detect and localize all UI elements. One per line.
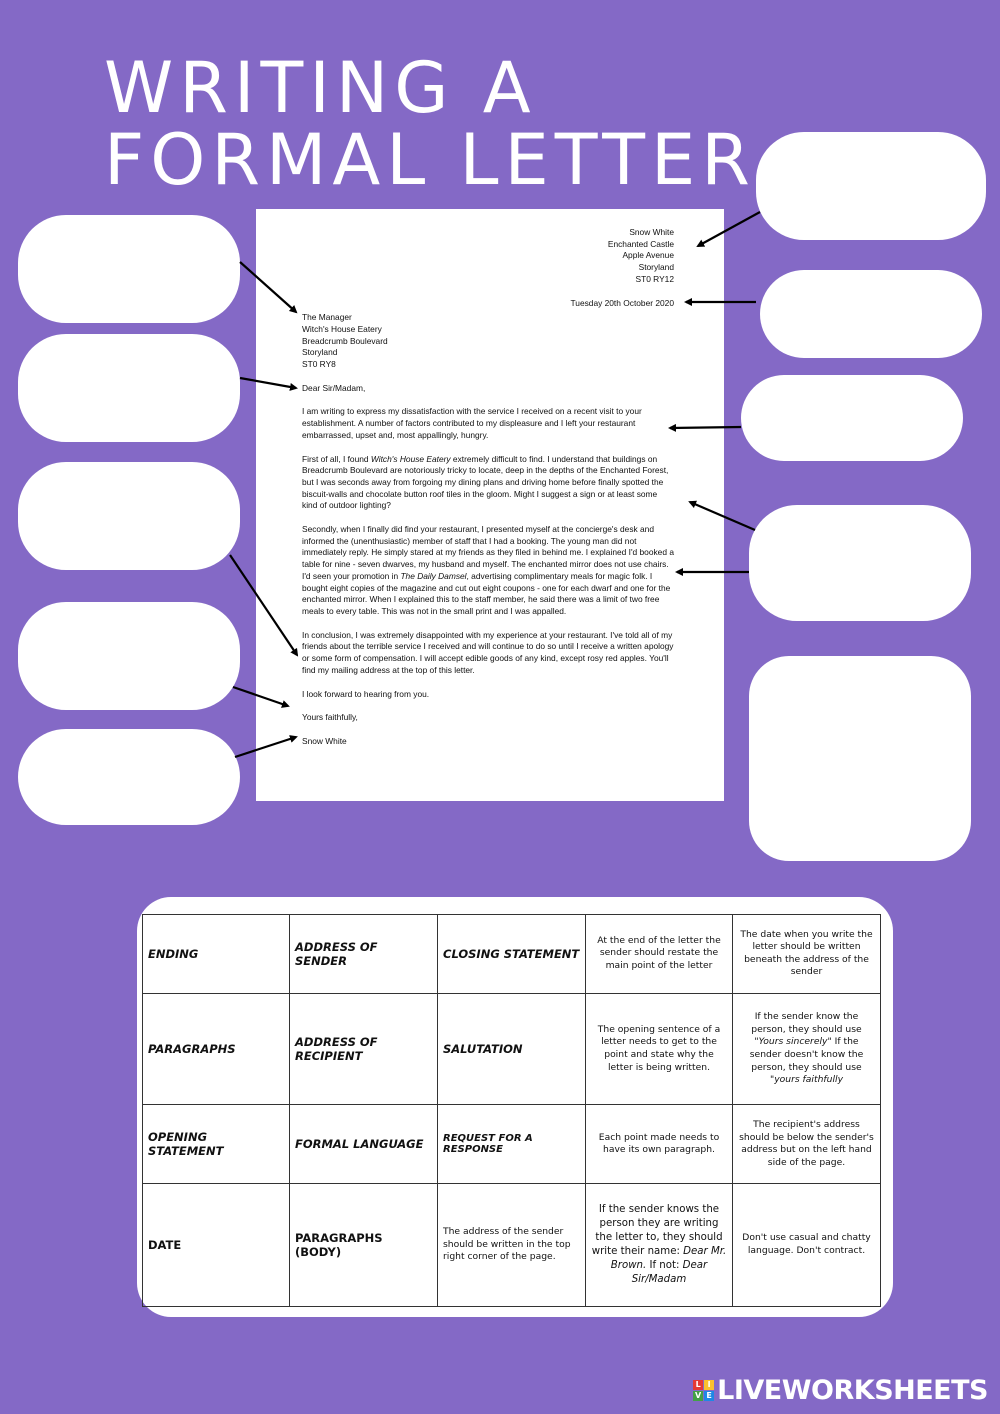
text-run: If the sender know the person, they should use <box>751 1011 862 1035</box>
example-letter <box>256 209 724 801</box>
logo-mark-icon <box>693 1380 714 1401</box>
draggable-definition[interactable]: The recipient's address should be below the sender's address but on the left hand side of the page. <box>733 1105 881 1184</box>
recipient-line: ST0 RY8 <box>302 359 336 370</box>
letter-signature: Snow White <box>302 735 347 746</box>
letter-paragraph-2 <box>302 454 674 513</box>
draggable-label[interactable]: OPENING STATEMENT <box>143 1105 290 1184</box>
recipient-line: Storyland <box>302 347 338 358</box>
table-row <box>143 1105 881 1184</box>
letter-date: Tuesday 20th October 2020 <box>570 297 674 308</box>
answer-box-recipient-address[interactable] <box>18 215 240 323</box>
logo-text: LIVEWORKSHEETS <box>717 1374 988 1406</box>
sender-line: Apple Avenue <box>622 250 674 261</box>
sender-line: Storyland <box>638 262 674 273</box>
recipient-line: The Manager <box>302 312 352 323</box>
draggable-label[interactable]: FORMAL LANGUAGE <box>290 1105 438 1184</box>
letter-paragraph-3 <box>302 524 674 618</box>
draggable-label[interactable]: ADDRESS OF SENDER <box>290 915 438 994</box>
draggable-label[interactable]: PARAGRAPHS <box>143 993 290 1105</box>
letter-conclusion-paragraph: In conclusion, I was extremely disappointed with my experience at your restaurant. I've told all of my friends about the terrible service I received and will continue to do so until I receive a written apology or some form of compensation. I will accept edible goods of any kind, except rosy red apples. You'll find my mailing address at the top of this letter. <box>302 629 674 675</box>
answer-box-paragraphs[interactable] <box>18 462 240 570</box>
draggable-definition[interactable]: The date when you write the letter should be written beneath the address of the sender <box>733 915 881 994</box>
draggable-label[interactable]: CLOSING STATEMENT <box>438 915 586 994</box>
answer-box-opening-statement[interactable] <box>741 375 963 461</box>
answer-box-formal-language[interactable] <box>749 656 971 861</box>
answer-box-closing[interactable] <box>18 729 240 825</box>
letter-salutation: Dear Sir/Madam, <box>302 382 366 393</box>
draggable-definition[interactable] <box>586 1183 733 1306</box>
table-row <box>143 993 881 1105</box>
logo-mark-letter: E <box>704 1391 714 1401</box>
draggable-definition[interactable]: The opening sentence of a letter needs to get to the point and state why the letter is being written. <box>586 993 733 1105</box>
text-run: Dear Sir/Madam <box>631 1259 708 1285</box>
letter-request-response: I look forward to hearing from you. <box>302 688 430 699</box>
text-run: If the sender knows the person they are writing the letter to, they should write their name: <box>591 1203 723 1257</box>
draggable-label[interactable]: PARAGRAPHS (BODY) <box>290 1183 438 1306</box>
recipient-line: Breadcrumb Boulevard <box>302 335 388 346</box>
text-run: Dear Mr. Brown. <box>610 1245 727 1271</box>
answer-box-salutation[interactable] <box>18 334 240 442</box>
table-row <box>143 915 881 994</box>
magazine-name: The Daily Damsel <box>400 570 467 581</box>
draggable-definition[interactable]: Each point made needs to have its own paragraph. <box>586 1105 733 1184</box>
restaurant-name: Witch's House Eatery <box>370 453 451 464</box>
answer-box-request-response[interactable] <box>18 602 240 710</box>
answer-box-date[interactable] <box>760 270 982 358</box>
text-run: , advertising complimentary meals for magic folk. I bought eight copies of the magazine and cut out eight coupons - one for each dwarf and one for the enchanted mirror. When I explained this to the staff member, he said there was a limit of two free meals to every table. This was not in the small print and I was appalled. <box>302 570 671 616</box>
liveworksheets-logo <box>693 1374 988 1406</box>
title-line-1: WRITING A <box>104 47 537 129</box>
logo-mark-letter: I <box>704 1380 714 1390</box>
draggable-label[interactable]: ADDRESS OF RECIPIENT <box>290 993 438 1105</box>
draggable-definition[interactable]: Don't use casual and chatty language. Don't contract. <box>733 1183 881 1306</box>
draggable-definition[interactable]: The address of the sender should be written in the top right corner of the page. <box>438 1183 586 1306</box>
logo-mark-letter: V <box>695 1390 702 1400</box>
draggable-definition[interactable] <box>733 993 881 1105</box>
sender-address <box>302 227 674 286</box>
word-bank-table <box>142 914 881 1307</box>
draggable-definition[interactable]: At the end of the letter the sender should restate the main point of the letter <box>586 915 733 994</box>
sender-line: ST0 RY12 <box>635 273 674 284</box>
table-row <box>143 1183 881 1306</box>
recipient-line: Witch's House Eatery <box>302 323 382 334</box>
page-title <box>104 47 756 201</box>
text-run: extremely difficult to find. I understand that buildings on Breadcrumb Boulevard are notoriously tricky to locate, deep in the depths of the Enchanted Forest, but I was seconds away from forgoing my dining plans and driving home before finally spotted the biscuit-walls and chocolate button roof tiles in the gloom. Might I suggest a sign or at least some kind of outdoor lighting? <box>302 453 669 511</box>
recipient-address <box>302 312 674 371</box>
draggable-label[interactable]: REQUEST FOR A RESPONSE <box>438 1105 586 1184</box>
text-run: If the sender doesn't know the person, they should use <box>749 1036 864 1073</box>
logo-mark-letter: L <box>693 1380 703 1390</box>
draggable-label[interactable]: ENDING <box>143 915 290 994</box>
draggable-label[interactable]: DATE <box>143 1183 290 1306</box>
text-run: Secondly, when I finally did find your restaurant, I presented myself at the concierge's desk and informed the (unenthusiastic) member of staff that I had a booking. The young man did not immediately reply. He simply stared at my friends as they filed in behind me. I explained I'd booked a table for nine - seven dwarves, my husband and myself. The enchanted mirror does not use chairs. I'd seen your promotion in <box>302 524 674 581</box>
text-run: "Yours sincerely" <box>754 1036 832 1048</box>
letter-opening-paragraph: I am writing to express my dissatisfaction with the service I received on a recent visit to your establishment. A number of factors contributed to my displeasure and I left your restaurant embarrassed, upset and, most appallingly, hungry. <box>302 406 642 440</box>
answer-box-body[interactable] <box>749 505 971 621</box>
text-run: If not: <box>646 1259 683 1271</box>
draggable-label[interactable]: SALUTATION <box>438 993 586 1105</box>
sender-line: Enchanted Castle <box>607 238 674 249</box>
text-run: First of all, I found <box>302 453 371 464</box>
answer-box-sender-address[interactable] <box>756 132 986 240</box>
text-run: "yours faithfully <box>769 1074 844 1086</box>
sender-line: Snow White <box>629 227 674 237</box>
letter-closing: Yours faithfully, <box>302 712 358 723</box>
title-line-2: FORMAL LETTER <box>104 119 756 201</box>
